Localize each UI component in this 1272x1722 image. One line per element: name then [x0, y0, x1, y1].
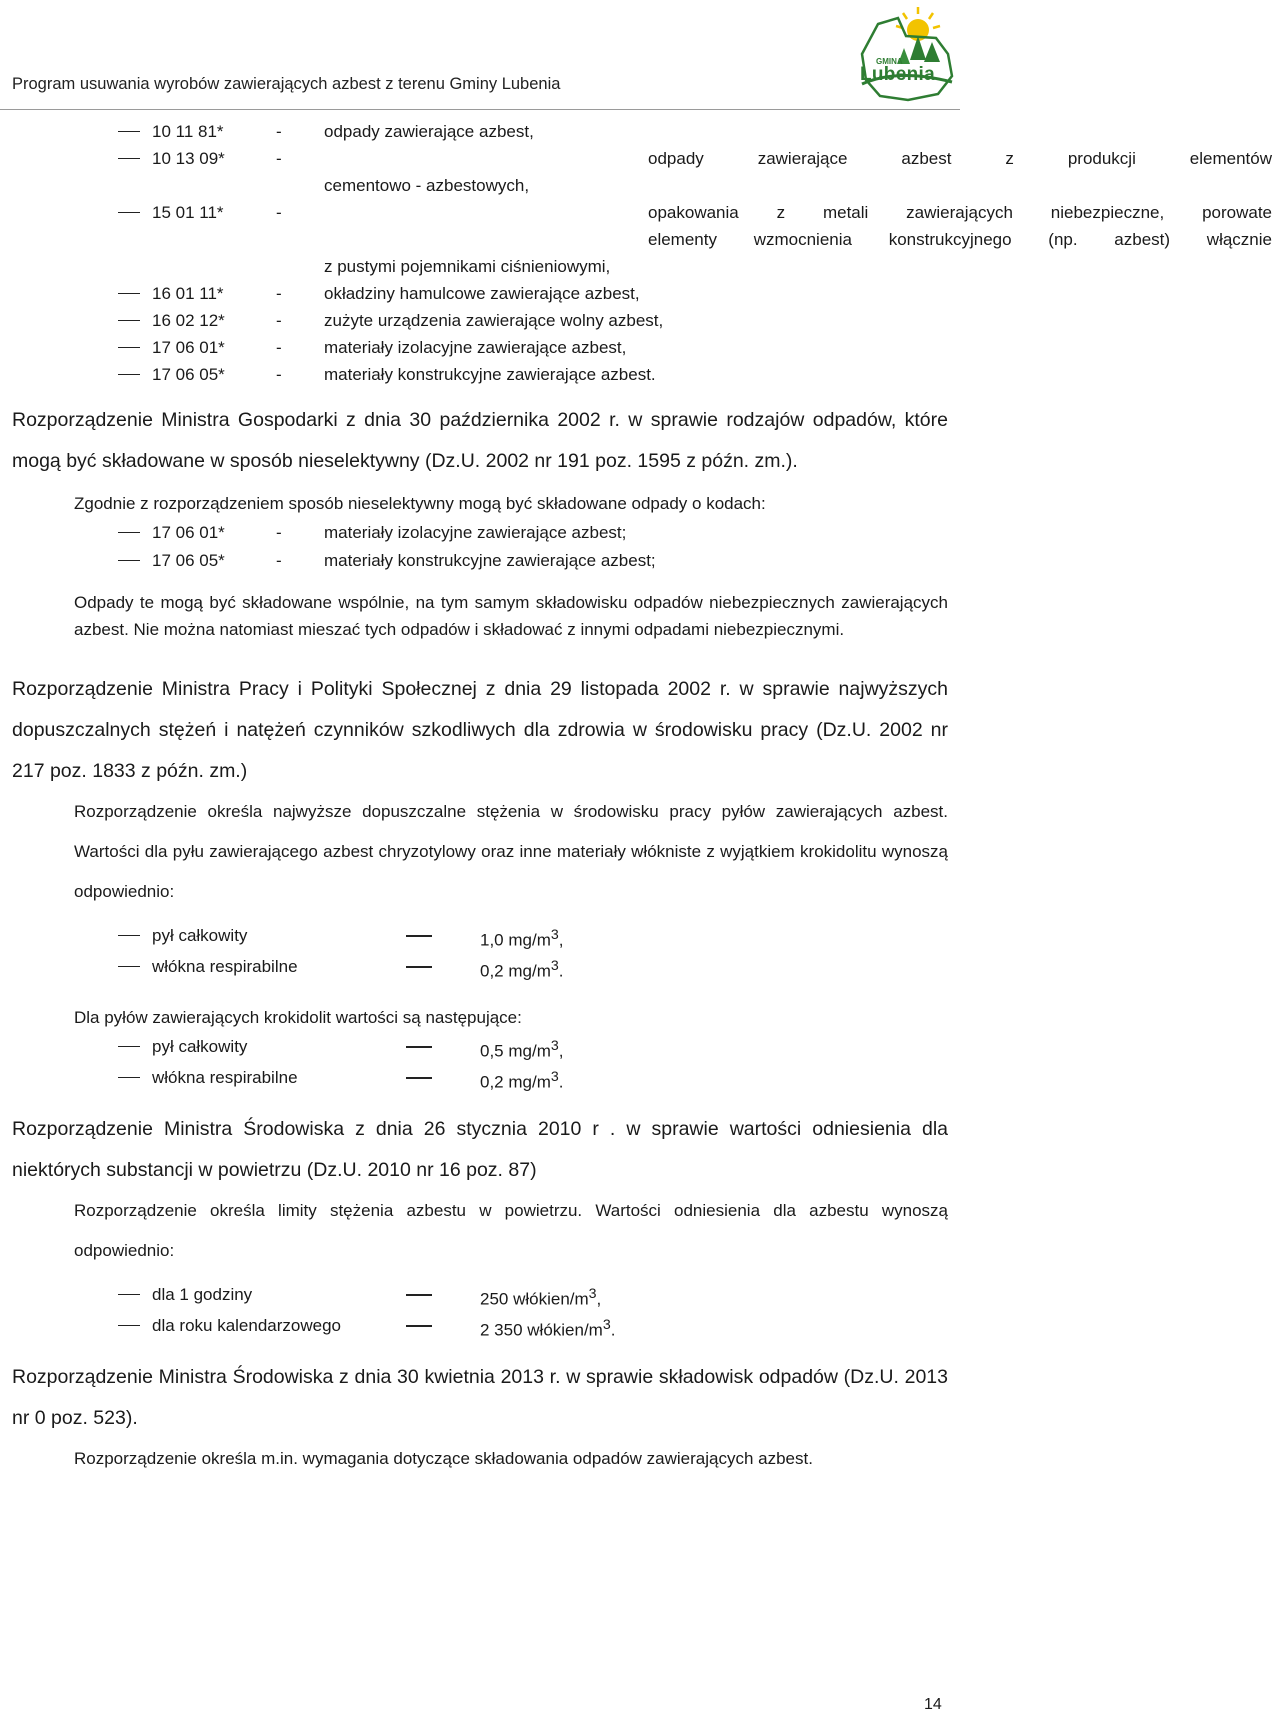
waste-description: materiały konstrukcyjne zawierające azbest. [324, 365, 656, 384]
list-item [0, 1279, 960, 1310]
list-item [0, 920, 960, 951]
dash-icon [406, 1077, 432, 1079]
section-heading: Rozporządzenie Ministra Pracy i Polityki Społecznej z dnia 29 listopada 2002 r. w sprawie najwyższych dopuszczalnych stężeń i natężeń czynników szkodliwych dla zdrowia w środowisku pracy (Dz.U. 2002 nr 217 poz. 1833 z późn. zm.) [12, 678, 948, 782]
measure-value [480, 951, 563, 987]
waste-code: 10 11 81* [152, 122, 224, 141]
separator: - [276, 338, 282, 357]
dash-bullet-icon [118, 1294, 140, 1295]
separator: - [276, 203, 282, 222]
page-number: 14 [924, 1696, 942, 1713]
list-item [0, 307, 960, 334]
reference-values-list [0, 1279, 960, 1341]
list-item [0, 1310, 960, 1341]
value-exponent: 3 [588, 1286, 597, 1302]
value-end: , [558, 1041, 564, 1061]
measure-value [480, 1062, 563, 1098]
dash-bullet-icon [118, 347, 140, 348]
measure-label: pył całkowity [152, 1037, 248, 1056]
separator: - [276, 311, 282, 330]
dash-bullet-icon [118, 158, 140, 159]
dash-bullet-icon [118, 1325, 140, 1326]
limit-values-list [0, 920, 960, 982]
separator: - [276, 122, 282, 141]
measure-label: włókna respirabilne [152, 957, 298, 976]
dash-bullet-icon [118, 374, 140, 375]
separator: - [276, 551, 282, 570]
value-text: 0,2 mg/m [480, 1072, 551, 1092]
limit-values-list [0, 1031, 960, 1093]
dash-bullet-icon [118, 320, 140, 321]
section-intro: Zgodnie z rozporządzeniem sposób nieselektywny mogą być składowane odpady o kodach: [74, 494, 766, 513]
section-heading: Rozporządzenie Ministra Środowiska z dnia 26 stycznia 2010 r . w sprawie wartości odniesienia dla niektórych substancji w powietrzu (Dz.U. 2010 nr 16 poz. 87) [12, 1118, 948, 1181]
dash-icon [406, 1325, 432, 1327]
value-exponent: 3 [550, 1038, 559, 1054]
gmina-lubenia-logo [848, 2, 958, 108]
waste-description: materiały konstrukcyjne zawierające azbest; [324, 551, 656, 570]
section-note: Odpady te mogą być składowane wspólnie, na tym samym składowisku odpadów niebezpiecznych zawierających azbest. Nie można natomiast mieszać tych odpadów i składować z innymi odpadami niebezpiecznymi. [74, 593, 948, 639]
value-exponent: 3 [550, 958, 559, 974]
value-exponent: 3 [602, 1317, 611, 1333]
dash-bullet-icon [118, 532, 140, 533]
section-text: Rozporządzenie określa m.in. wymagania dotyczące składowania odpadów zawierających azbest. [74, 1449, 813, 1468]
dash-bullet-icon [118, 212, 140, 213]
separator: - [276, 365, 282, 384]
list-item [0, 951, 960, 982]
separator: - [276, 284, 282, 303]
measure-value [480, 1310, 615, 1346]
waste-code: 17 06 05* [152, 365, 225, 384]
waste-description [324, 199, 1272, 280]
waste-description-line: z pustymi pojemnikami ciśnieniowymi, [324, 257, 611, 276]
section-heading: Rozporządzenie Ministra Środowiska z dnia 30 kwietnia 2013 r. w sprawie składowisk odpadów (Dz.U. 2013 nr 0 poz. 523). [12, 1366, 948, 1429]
list-item [0, 1062, 960, 1093]
value-exponent: 3 [550, 927, 559, 943]
waste-description: odpady zawierające azbest, [324, 122, 534, 141]
value-end: , [558, 930, 564, 950]
krokidolit-intro: Dla pyłów zawierających krokidolit wartości są następujące: [74, 1008, 522, 1027]
measure-label: pył całkowity [152, 926, 248, 945]
header-title: Program usuwania wyrobów zawierających azbest z terenu Gminy Lubenia [12, 75, 561, 93]
waste-code: 16 02 12* [152, 311, 225, 330]
value-end: . [558, 1072, 564, 1092]
logo-gmina-text: GMINA [876, 57, 903, 66]
value-exponent: 3 [550, 1069, 559, 1085]
value-end: . [610, 1320, 616, 1340]
waste-description-line: opakowania z metali zawierających niebezpieczne, porowate [648, 203, 1272, 222]
dash-icon [406, 966, 432, 968]
logo-name-text: Lubenia [860, 64, 935, 85]
page-header [0, 0, 960, 110]
waste-code: 15 01 11* [152, 203, 224, 222]
waste-code: 17 06 05* [152, 551, 225, 570]
dash-bullet-icon [118, 935, 140, 936]
value-text: 250 włókien/m [480, 1289, 589, 1309]
list-item [0, 361, 960, 388]
nonselective-code-list [0, 519, 960, 575]
measure-label: włókna respirabilne [152, 1068, 298, 1087]
dash-bullet-icon [118, 966, 140, 967]
dash-icon [406, 1294, 432, 1296]
measure-label: dla 1 godziny [152, 1285, 253, 1304]
section-text: Rozporządzenie określa najwyższe dopuszczalne stężenia w środowisku pracy pyłów zawierających azbest. Wartości dla pyłu zawierającego azbest chryzotylowy oraz inne materiały włókniste z wyjątkiem krokidolitu wynoszą odpowiednio: [74, 802, 948, 901]
value-end: . [558, 961, 564, 981]
list-item [0, 1031, 960, 1062]
value-text: 2 350 włókien/m [480, 1320, 603, 1340]
dash-bullet-icon [118, 560, 140, 561]
section-text: Rozporządzenie określa limity stężenia azbestu w powietrzu. Wartości odniesienia dla azbestu wynoszą odpowiednio: [74, 1201, 948, 1260]
value-end: , [596, 1289, 602, 1309]
waste-description-line: odpady zawierające azbest z produkcji elementów [648, 149, 1272, 168]
waste-description: zużyte urządzenia zawierające wolny azbest, [324, 311, 664, 330]
waste-description [324, 145, 1272, 199]
waste-code: 17 06 01* [152, 338, 225, 357]
dash-bullet-icon [118, 131, 140, 132]
section-heading: Rozporządzenie Ministra Gospodarki z dnia 30 października 2002 r. w sprawie rodzajów odpadów, które mogą być składowane w sposób nieselektywny (Dz.U. 2002 nr 191 poz. 1595 z późn. zm.). [12, 409, 948, 472]
measure-label: dla roku kalendarzowego [152, 1316, 342, 1335]
value-text: 0,2 mg/m [480, 961, 551, 981]
waste-description: okładziny hamulcowe zawierające azbest, [324, 284, 640, 303]
separator: - [276, 523, 282, 542]
list-item [0, 118, 960, 145]
waste-code: 16 01 11* [152, 284, 224, 303]
waste-description-line: cementowo - azbestowych, [324, 176, 530, 195]
value-text: 0,5 mg/m [480, 1041, 551, 1061]
header-divider [0, 109, 960, 110]
list-item [0, 547, 960, 575]
waste-description-line: elementy wzmocnienia konstrukcyjnego (np. azbest) włącznie [648, 230, 1272, 249]
waste-code-list [0, 118, 1272, 388]
list-item [0, 334, 960, 361]
waste-code: 10 13 09* [152, 149, 225, 168]
list-item [0, 519, 960, 547]
separator: - [276, 149, 282, 168]
dash-bullet-icon [118, 293, 140, 294]
dash-bullet-icon [118, 1077, 140, 1078]
logo-graphic-icon [848, 2, 958, 108]
list-item [0, 280, 960, 307]
waste-description: materiały izolacyjne zawierające azbest, [324, 338, 627, 357]
value-text: 1,0 mg/m [480, 930, 551, 950]
page-content [0, 118, 1272, 1479]
dash-icon [406, 1046, 432, 1048]
dash-bullet-icon [118, 1046, 140, 1047]
dash-icon [406, 935, 432, 937]
list-item [0, 199, 1272, 280]
waste-description: materiały izolacyjne zawierające azbest; [324, 523, 627, 542]
waste-code: 17 06 01* [152, 523, 225, 542]
list-item [0, 145, 1272, 199]
